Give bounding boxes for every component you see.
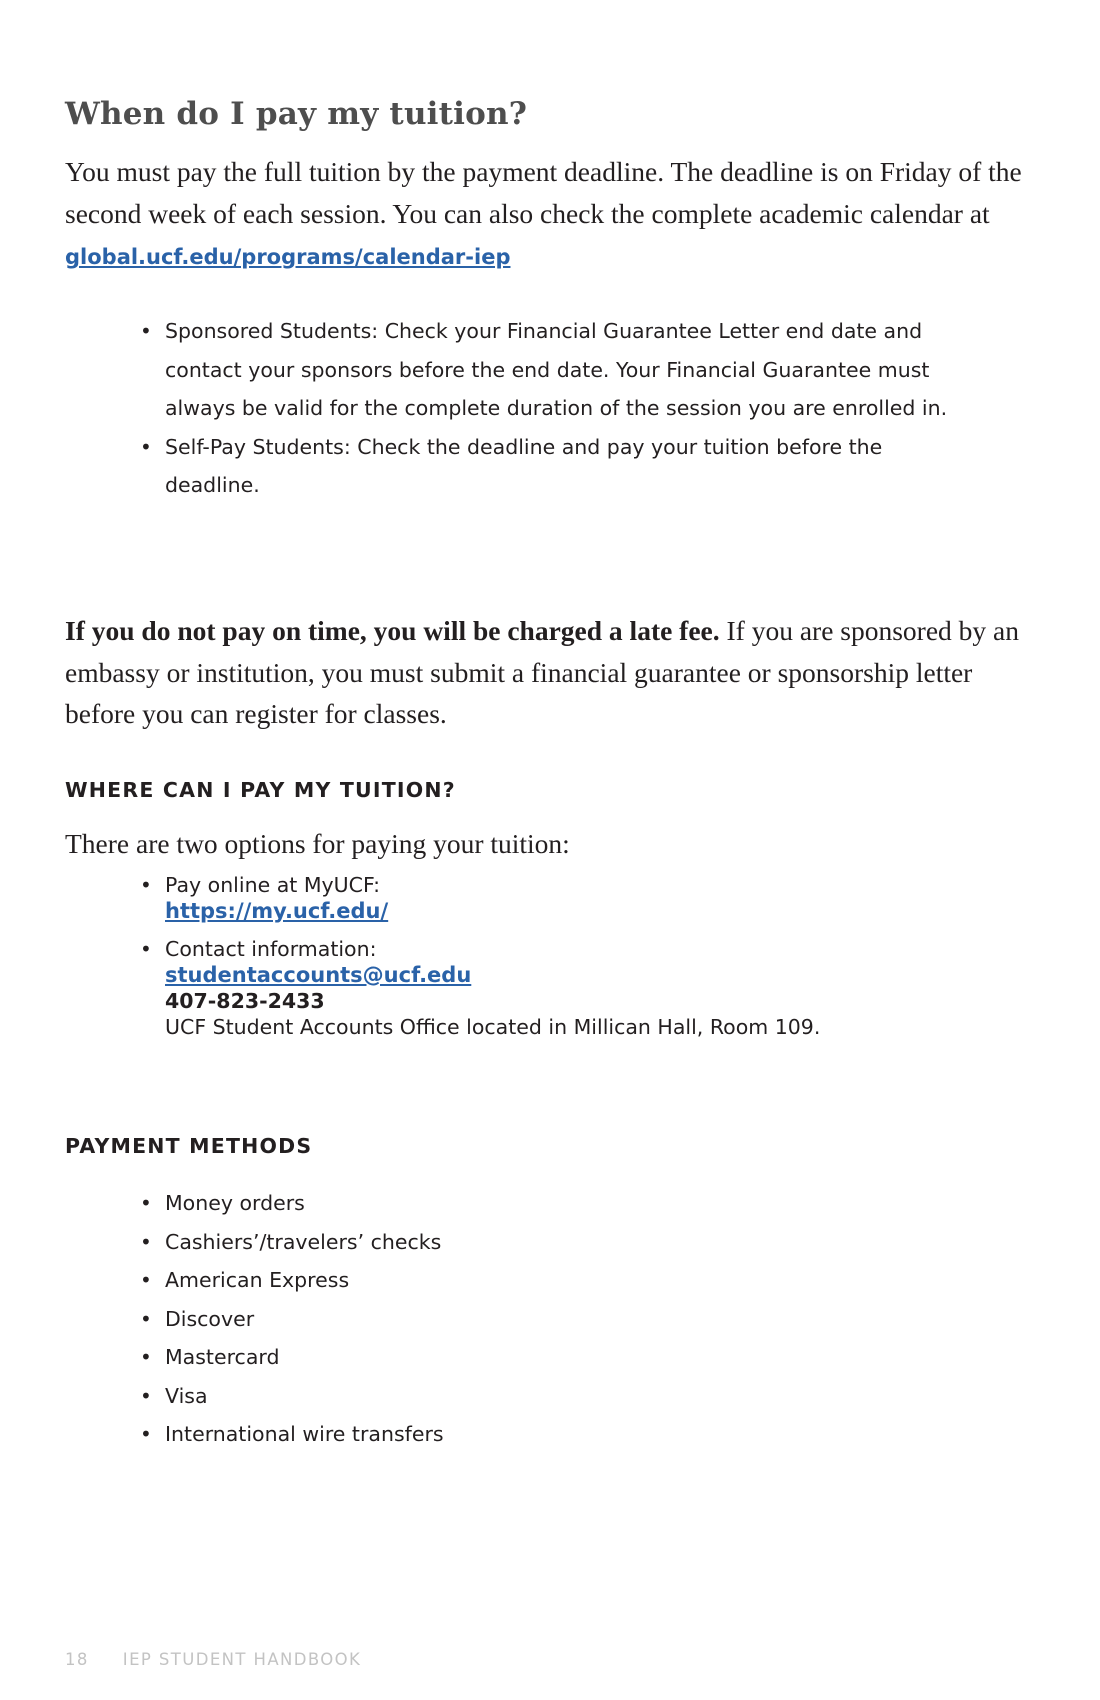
footer-label: IEP STUDENT HANDBOOK <box>122 1650 362 1669</box>
payment-methods-list <box>0 1184 800 1454</box>
payment-options-list <box>0 872 1000 1052</box>
list-item-text: Money orders <box>165 1191 305 1215</box>
bullet-icon: • <box>140 1345 152 1369</box>
office-location: UCF Student Accounts Office located in Millican Hall, Room 109. <box>165 1015 821 1039</box>
options-intro: There are two options for paying your tuition: <box>65 828 570 859</box>
bullet-icon: • <box>140 434 152 459</box>
list-item-text: International wire transfers <box>165 1422 444 1446</box>
list-item <box>0 1184 800 1223</box>
bullet-icon: • <box>140 1229 152 1254</box>
bullet-icon: • <box>140 1422 152 1446</box>
bullet-icon: • <box>140 1383 152 1408</box>
late-fee-paragraph <box>65 610 1025 735</box>
bullet-icon: • <box>140 1268 152 1292</box>
list-item <box>0 936 1000 1040</box>
list-item-text: Self-Pay Students: Check the deadline and pay your tuition before the deadline. <box>165 434 883 497</box>
intro-paragraph <box>65 151 1025 279</box>
list-item <box>0 1377 800 1416</box>
intro-text: You must pay the full tuition by the payment deadline. The deadline is on Friday of the second week of each session. You can also check the complete academic calendar at <box>65 156 1022 229</box>
page-footer <box>65 1650 361 1669</box>
online-label: Pay online at MyUCF: <box>165 873 381 897</box>
payment-methods-heading: PAYMENT METHODS <box>65 1134 313 1158</box>
list-item-text: Discover <box>165 1306 255 1331</box>
list-item-text: Sponsored Students: Check your Financial Guarantee Letter end date and contact your sponsors before the end date. Your Financial Guarantee must always be valid for the complete duration of the session you are enrolled in. <box>165 319 948 420</box>
late-fee-warning: If you do not pay on time, you will be charged a late fee. <box>65 615 720 646</box>
bullet-icon: • <box>140 1306 152 1331</box>
page-title: When do I pay my tuition? <box>65 96 528 132</box>
list-item-text: Mastercard <box>165 1345 280 1369</box>
bullet-icon: • <box>140 319 152 343</box>
list-item <box>0 872 1000 924</box>
calendar-link[interactable]: global.ucf.edu/programs/calendar-iep <box>65 245 511 269</box>
phone-number: 407-823-2433 <box>165 989 325 1013</box>
where-heading: WHERE CAN I PAY MY TUITION? <box>65 778 456 802</box>
list-item <box>0 1261 800 1300</box>
bullet-icon: • <box>140 873 152 897</box>
page-number: 18 <box>65 1650 89 1669</box>
list-item-text: Cashiers’/travelers’ checks <box>165 1229 442 1254</box>
bullet-icon: • <box>140 1191 152 1215</box>
list-item <box>0 312 980 428</box>
list-item-text: American Express <box>165 1268 350 1292</box>
myucf-link[interactable]: https://my.ucf.edu/ <box>165 899 389 923</box>
list-item <box>0 1415 800 1454</box>
list-item <box>0 1223 800 1262</box>
late-fee-text: If you are sponsored by an embassy or institution, you must submit a financial guarantee or sponsorship letter before you can register for classes. <box>65 615 1019 729</box>
list-item <box>0 1338 800 1377</box>
list-item <box>0 1300 800 1339</box>
contact-label: Contact information: <box>165 937 377 961</box>
email-link[interactable]: studentaccounts@ucf.edu <box>165 963 472 987</box>
list-item-text: Visa <box>165 1383 208 1408</box>
student-type-list <box>0 312 1000 505</box>
bullet-icon: • <box>140 937 152 961</box>
list-item <box>0 428 980 505</box>
